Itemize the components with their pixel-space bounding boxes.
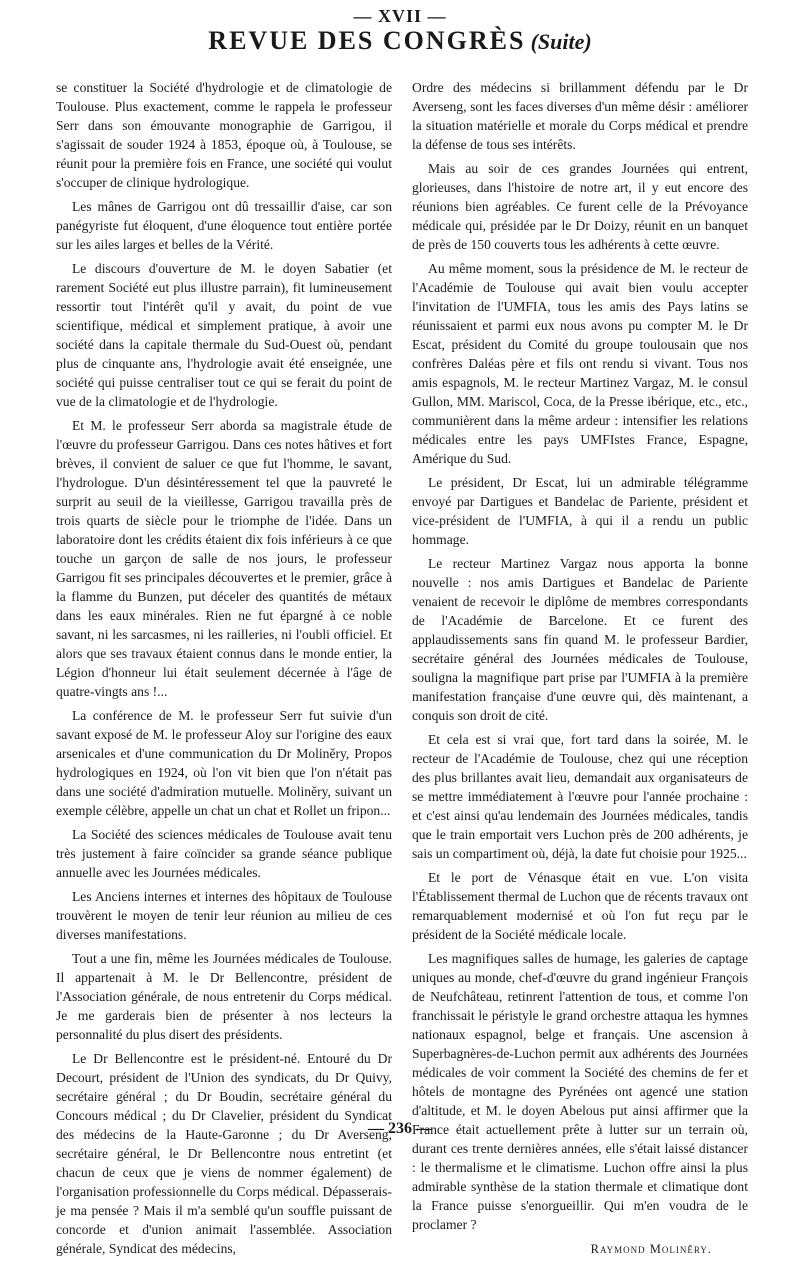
paragraph: Au même moment, sous la présidence de M. le recteur de l'Académie de Toulouse qui avait bien voulu accepter l'invitation de l'UMFIA, tous les amis des Pays latins se réunissaient et parmi eux nous avons pu compter M. le Dr Escat, président du Comité du groupe toulousain que nos confrères Daléas père et fils ont rendu si vivant. Tous nos amis espagnols, M. le recteur Martinez Vargaz, M. le consul Gullon, MM. Mariscol, Coca, de la Presse ibérique, etc., etc., communièrent dans la même ardeur : intensifier les relations médicales entre les pays UMFIstes France, Espagne, Amérique du Sud. bbox=[412, 261, 748, 466]
page-number: — 236 — bbox=[368, 1120, 432, 1137]
paragraph: Les Anciens internes et internes des hôpitaux de Toulouse trouvèrent le moyen de tenir leur réunion au milieu de ces diverses manifestations. bbox=[56, 889, 392, 942]
right-column bbox=[412, 78, 748, 1259]
title-subtitle: (Suite) bbox=[530, 29, 592, 54]
page-title bbox=[0, 26, 800, 56]
paragraph: se constituer la Société d'hydrologie et de climatologie de Toulouse. Plus exactement, comme le rappela le professeur Serr dans son émouvante monographie de Garrigou, il s'agissait de souder 1924 à 1853, époque où, à Toulouse, se réunit pour la première fois en France, une société qui voulut s'occuper de clinique hydrologique. bbox=[56, 80, 392, 190]
paragraph: La Société des sciences médicales de Toulouse avait tenu très justement à faire coïncider sa grande séance publique annuelle avec les Journées médicales. bbox=[56, 827, 392, 880]
paragraph: Les mânes de Garrigou ont dû tressaillir d'aise, car son panégyriste fut éloquent, d'une éloquence tout entière portée sur les ailes larges et belles de la Vérité. bbox=[56, 199, 392, 252]
left-column bbox=[56, 78, 392, 1263]
paragraph: Et le port de Vénasque était en vue. L'on visita l'Établissement thermal de Luchon que de récents travaux ont remarquablement modernisé et où l'on fut reçu par le président de la Société médicale locale. bbox=[412, 870, 748, 942]
page-roman-numeral: — XVII — bbox=[353, 6, 447, 26]
paragraph: Les magnifiques salles de humage, les galeries de captage uniques au monde, chef-d'œuvre du grand ingénieur François de Neufchâteau, retinrent l'attention de tous, et comme l'on franchissait le péristyle le grand orchestre attaqua les hymnes nationaux espagnol, belge et français. Une ascension à Superbagnères-de-Luchon permit aux adhérents des Journées médicales de voir comment la Société des chemins de fer et hôtels de montagne des Pyrénées ont agencé une station d'altitude, et M. le doyen Abelous put ainsi affirmer que la France était actuellement prête à lutter sur un terrain où, durant ces trente dernières années, elle s'était laissé distancer : le thermalisme et le climatisme. Luchon offre ainsi la plus admirable synthèse de la station thermale et climatique dont la France puisse s'enorgueillir. Qui m'en voudra de le proclamer ? bbox=[412, 951, 748, 1232]
paragraph: Le Dr Bellencontre est le président-né. Entouré du Dr Decourt, président de l'Union des syndicats, du Dr Quivy, secrétaire général ; du Dr Boudin, secrétaire général du Concours médical ; du Dr Clavelier, président du Syndicat des médecins de la Haute-Garonne ; du Dr Averseng, secrétaire général, le Dr Bellencontre nous entretint (et chacun de ceux que je viens de nommer également) de l'organisation professionnelle du Corps médical. Dépasserais-je ma pensée ? Mais il m'a semblé qu'un souffle puissant de concorde et d'union animait l'assemblée. Association générale, Syndicat des médecins, bbox=[56, 1051, 392, 1256]
paragraph: Le président, Dr Escat, lui un admirable télégramme envoyé par Dartigues et Bandelac de Pariente, président et vice-président de l'UMFIA, à qui il a rendu un public hommage. bbox=[412, 475, 748, 547]
title-main: REVUE DES CONGRÈS bbox=[208, 26, 526, 55]
author-signature: Raymond Moliněry. bbox=[590, 1242, 712, 1256]
paragraph: Et M. le professeur Serr aborda sa magistrale étude de l'œuvre du professeur Garrigou. Dans ces notes hâtives et fort brèves, il convient de saluer ce que fut l'homme, le savant, l'hydrologue. D'un désintéressement tel que la pauvreté le surprit au seuil de la vieillesse, Garrigou travailla près de trois quarts de siècle pour le triomphe de l'idée. Dans un laboratoire dont les crédits étaient dix fois inférieurs à ce que touche un garçon de salle de nos jours, le professeur Garrigou fit ses principales découvertes et le premier, grâce à la flamme du Bunzen, put déceler des quantités de métaux dans les eaux minérales. Rien ne fut épargné à ce noble savant, ni les sarcasmes, ni les railleries, ni l'oubli officiel. Et alors que ses travaux étaient connus dans le monde entier, la Légion d'honneur lui était seulement décernée à l'âge de quatre-vingts ans !... bbox=[56, 418, 392, 699]
paragraph: Mais au soir de ces grandes Journées qui entrent, glorieuses, dans l'histoire de notre art, il y eut encore des réunions bien agréables. Ce furent celle de la Prévoyance médicale qui, présidée par le Dr Doizy, réunit en un banquet de près de 150 couverts tous les adhérents à cette œuvre. bbox=[412, 161, 748, 252]
paragraph: Et cela est si vrai que, fort tard dans la soirée, M. le recteur de l'Académie de Toulouse, chez qui une réception des plus brillantes avait lieu, demandait aux organisateurs de se mettre immédiatement à l'œuvre pour l'année prochaine : et c'est ainsi qu'au lendemain des Journées médicales, tandis que le train emportait vers Luchon près de 200 adhérents, je sais un compartiment où, déjà, la date fut choisie pour 1925... bbox=[412, 732, 748, 861]
paragraph: La conférence de M. le professeur Serr fut suivie d'un savant exposé de M. le professeur Aloy sur l'origine des eaux arsenicales et d'une communication du Dr Moliněry, Propos hydrologiques en 1924, où l'on vit bien que l'on n'était pas dans une société d'admiration mutuelle. Moliněry, suivant un exemple célèbre, appelle un chat un chat et Rollet un fripon... bbox=[56, 708, 392, 818]
paragraph: Le recteur Martinez Vargaz nous apporta la bonne nouvelle : nos amis Dartigues et Bandelac de Pariente venaient de recevoir le diplôme de membres correspondants de l'Académie de Barcelone. Et ce furent des applaudissements sans fin quand M. le professeur Bardier, secrétaire général des Journées médicales de Toulouse, souligna la magnifique part prise par l'UMFIA à la première manifestation française d'une œuvre qui, dès maintenant, a conquis son droit de cité. bbox=[412, 556, 748, 723]
paragraph: Tout a une fin, même les Journées médicales de Toulouse. Il appartenait à M. le Dr Bellencontre, président de l'Association générale, de nous entretenir du Corps médical. Je me garderais bien de présenter à nos lecteurs la personnalité du plus disert des présidents. bbox=[56, 951, 392, 1042]
paragraph: Le discours d'ouverture de M. le doyen Sabatier (et rarement Société eut plus illustre parrain), fit lumineusement ressortir tout l'intérêt qu'il y avait, du point de vue scientifique, médical et simplement pratique, à avoir une société dans la capitale thermale du Sud-Ouest où, pendant plus de cinquante ans, l'hydrologie avait été enseignée, une société qui puisse centraliser tout ce qui se ferait du point de vue de la climatologie et de l'hydrologie. bbox=[56, 261, 392, 409]
paragraph: Ordre des médecins si brillamment défendu par le Dr Averseng, sont les faces diverses d'un même désir : améliorer la situation matérielle et morale du Corps médical et prendre la défense de tous ses intérêts. bbox=[412, 80, 748, 152]
